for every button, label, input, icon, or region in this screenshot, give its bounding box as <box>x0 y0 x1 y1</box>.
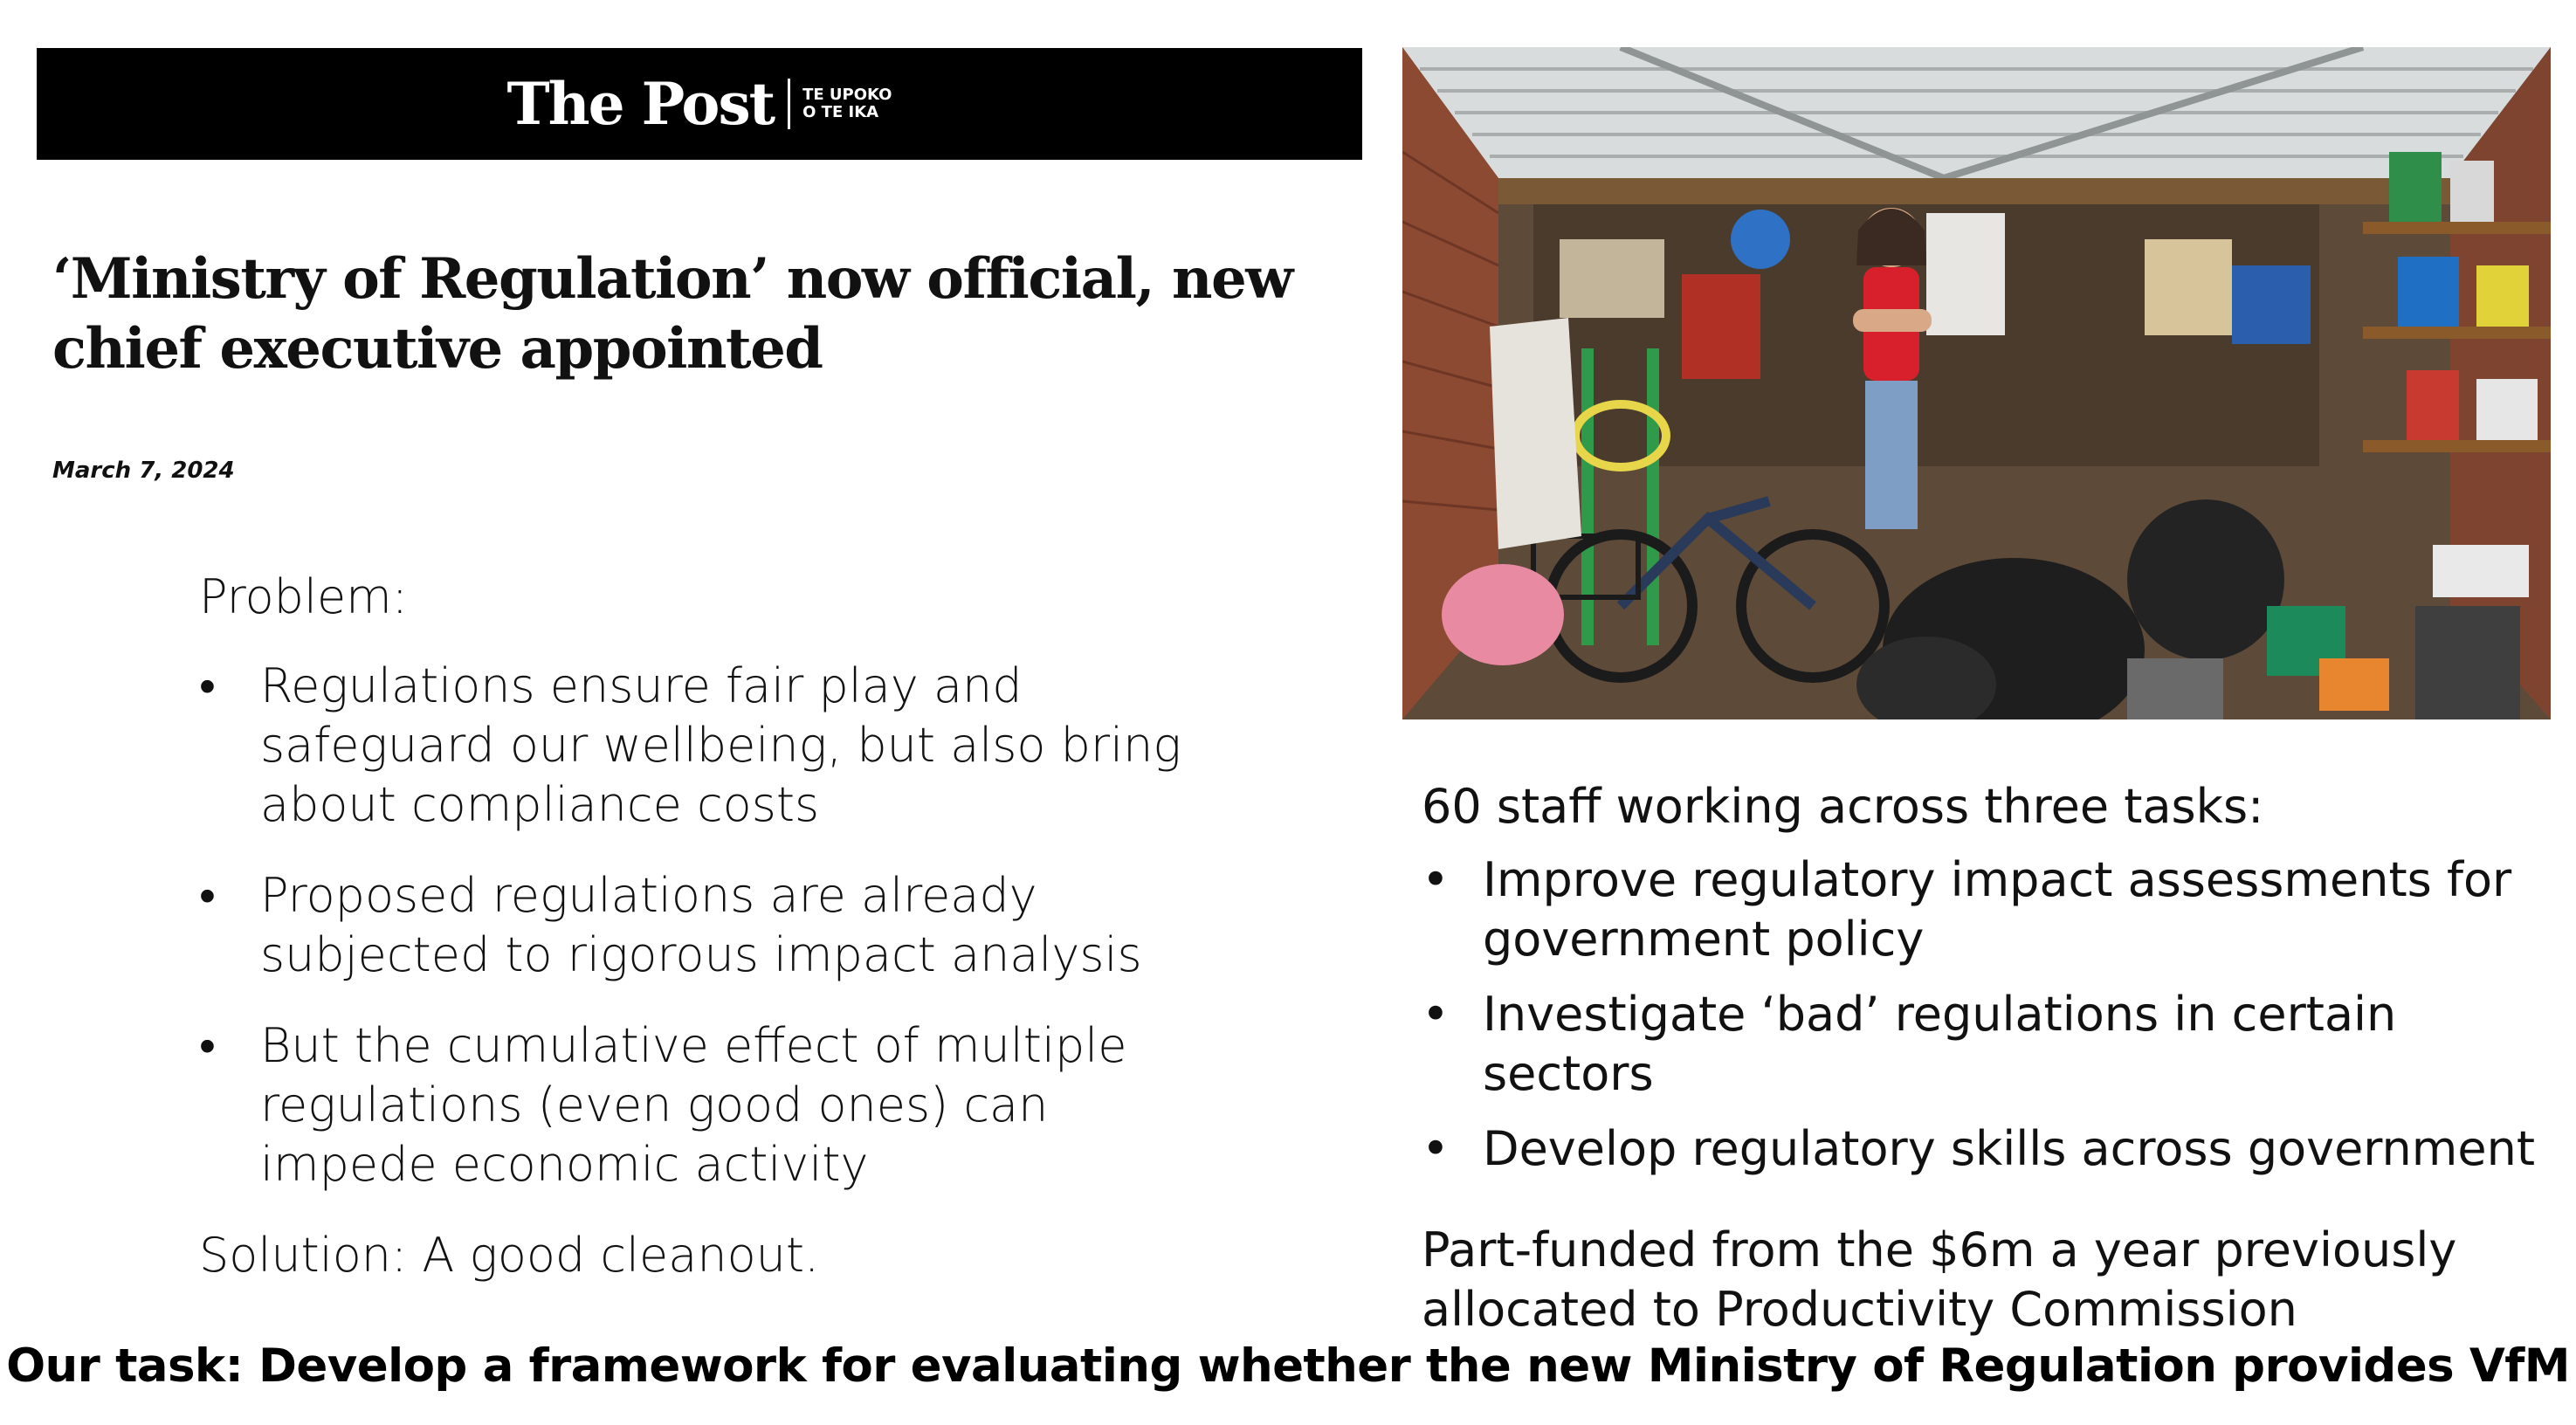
masthead-divider <box>788 79 790 129</box>
masthead-banner <box>37 48 1362 160</box>
ministry-tasks-section <box>1422 777 2557 1339</box>
task-bullet: • Develop regulatory skills across government <box>1422 1119 2557 1179</box>
problem-section <box>199 568 1203 1315</box>
problem-bullet: • Regulations ensure fair play and safeguard our wellbeing, but also bring about compliance costs <box>199 657 1203 835</box>
masthead-logo-title: The Post <box>506 70 775 138</box>
garage-illustration <box>1402 47 2551 719</box>
tasks-bullet-list <box>1422 850 2557 1179</box>
problem-bullet: • Proposed regulations are already subjected to rigorous impact analysis <box>199 866 1203 985</box>
staff-intro: 60 staff working across three tasks: <box>1422 779 2264 834</box>
masthead-logo-subtitle <box>802 86 892 121</box>
masthead-subtitle-line-2: O TE IKA <box>802 103 879 121</box>
our-task-statement: Our task: Develop a framework for evaluating whether the new Ministry of Regulation provides VfM <box>6 1339 2570 1393</box>
solution-text: Solution: A good cleanout. <box>199 1228 820 1283</box>
problem-label: Problem: <box>199 569 408 624</box>
masthead-subtitle-line-1: TE UPOKO <box>802 86 892 104</box>
funding-note: Part-funded from the $6m a year previously allocated to Productivity Commission <box>1422 1222 2457 1337</box>
article-headline: ‘Ministry of Regulation’ now official, new chief executive appointed <box>52 246 1292 382</box>
task-bullet: • Investigate ‘bad’ regulations in certain sectors <box>1422 985 2557 1104</box>
article-date: March 7, 2024 <box>52 458 235 484</box>
problem-bullet-list <box>199 657 1203 1194</box>
problem-bullet: • But the cumulative effect of multiple regulations (even good ones) can impede economic activity <box>199 1016 1203 1194</box>
garage-clutter-photo <box>1402 47 2551 719</box>
task-bullet: • Improve regulatory impact assessments for government policy <box>1422 850 2557 969</box>
